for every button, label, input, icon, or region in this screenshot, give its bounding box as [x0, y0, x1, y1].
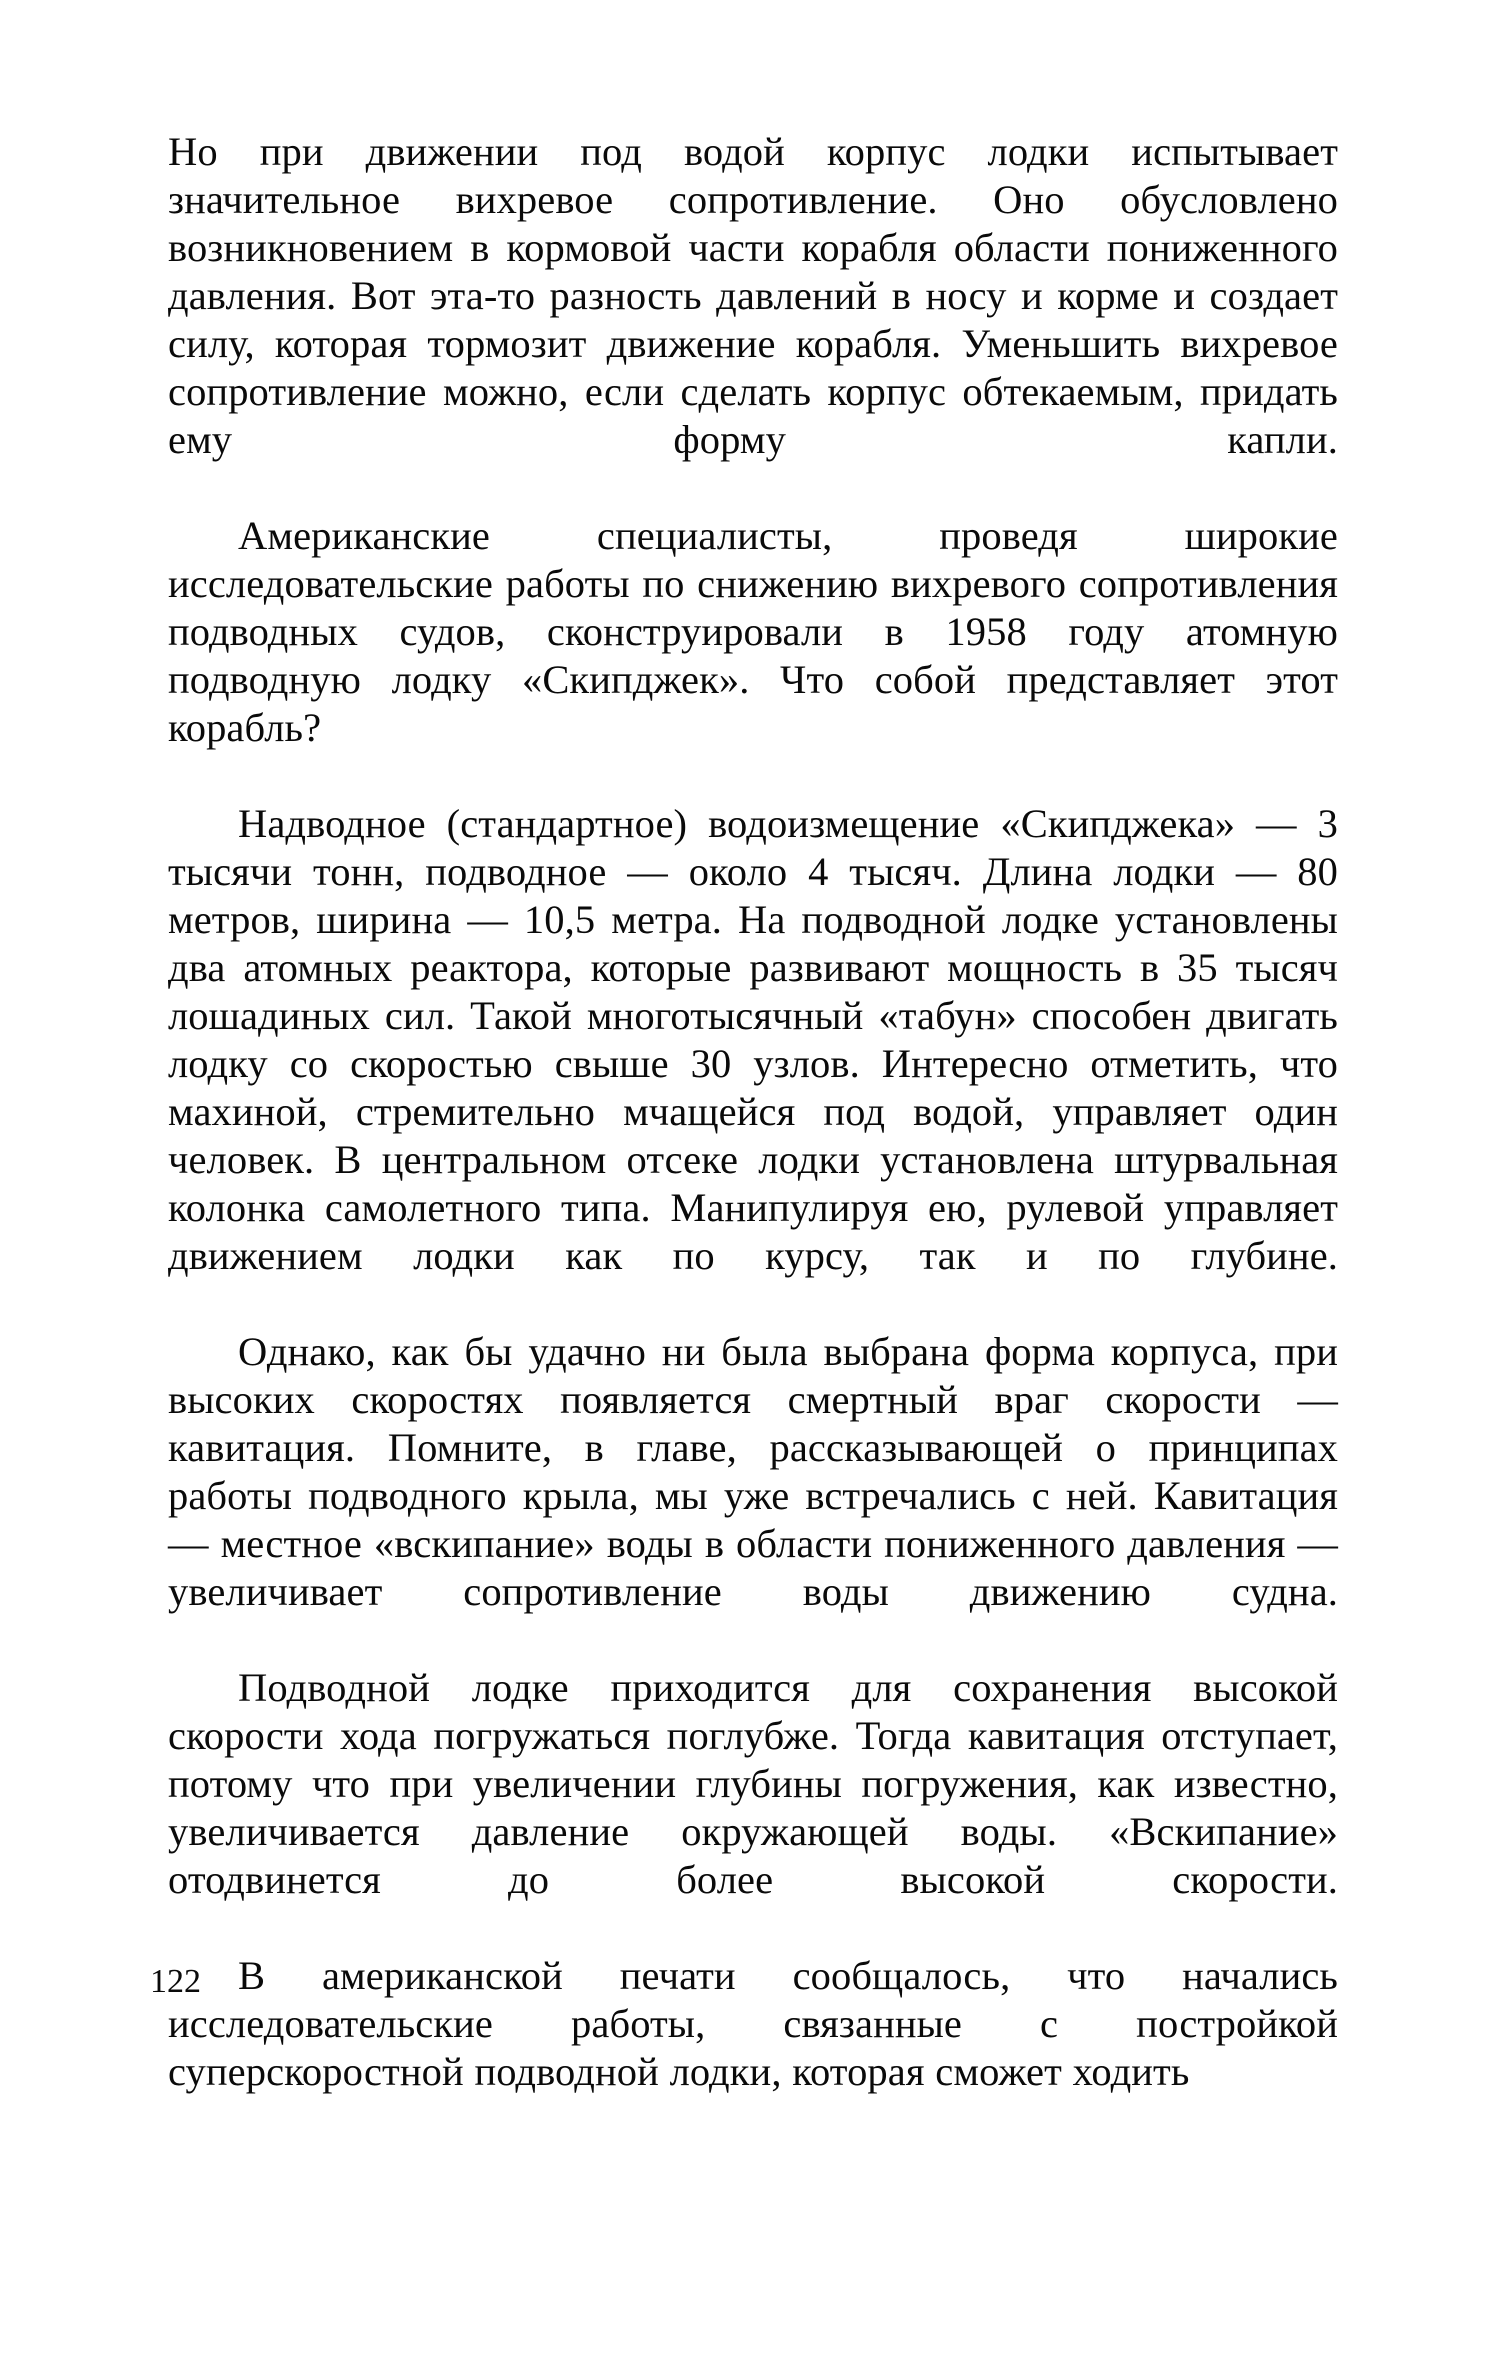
paragraph: В американской печати сообщалось, что начались исследовательские работы, связанные с постройкой суперскоростной подводной лодки, которая сможет ходить [168, 1953, 1338, 2094]
paragraph: Подводной лодке приходится для сохранения высокой скорости хода погружаться поглубже. Тогда кавитация отступает, потому что при увеличении глубины погружения, как известно, увеличивается давление окружающей воды. «Вскипание» отодвинется до более высокой скорости. [168, 1665, 1338, 1902]
paragraph: Американские специалисты, проведя широкие исследовательские работы по снижению вихревого сопротивления подводных судов, сконструировали в 1958 году атомную подводную лодку «Скипджек». Что собой представляет этот корабль? [168, 513, 1338, 750]
paragraph: Надводное (стандартное) водоизмещение «Скипджека» — 3 тысячи тонн, подводное — около 4 тысяч. Длина лодки — 80 метров, ширина — 10,5 метра. На подводной лодке установлены два атомных реактора, которые развивают мощность в 35 тысяч лошадиных сил. Такой многотысячный «табун» способен двигать лодку со скоростью свыше 30 узлов. Интересно отметить, что махиной, стремительно мчащейся под водой, управляет один человек. В центральном отсеке лодки установлена штурвальная колонка самолетного типа. Манипулируя ею, рулевой управляет движением лодки как по курсу, так и по глубине. [168, 801, 1338, 1278]
page-number: 122 [150, 1963, 201, 2000]
paragraph: Но при движении под водой корпус лодки испытывает значительное вихревое сопротивление. Оно обусловлено возникновением в кормовой части корабля области пониженного давления. Вот эта-то разность давлений в носу и корме и создает силу, которая тормозит движение корабля. Уменьшить вихревое сопротивление можно, если сделать корпус обтекаемым, придать ему форму капли. [168, 129, 1338, 462]
paragraph: Однако, как бы удачно ни была выбрана форма корпуса, при высоких скоростях появляется смертный враг скорости — кавитация. Помните, в главе, рассказывающей о принципах работы подводного крыла, мы уже встречались с ней. Кавитация — местное «вскипание» воды в области пониженного давления — увеличивает сопротивление воды движению судна. [168, 1329, 1338, 1614]
page-text-block [168, 128, 1338, 2096]
